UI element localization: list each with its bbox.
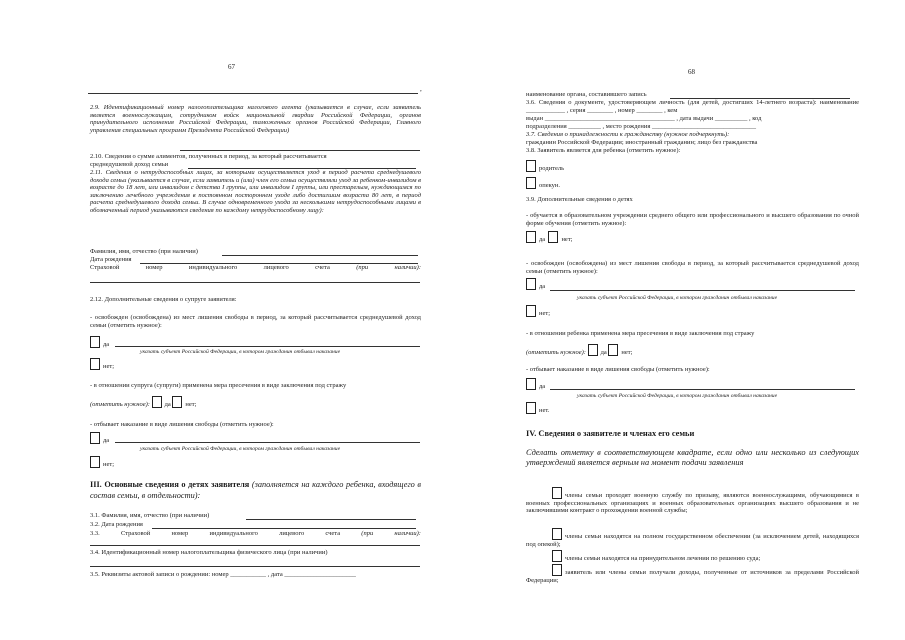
checkbox[interactable]: [526, 231, 536, 243]
serving-yes: да: [526, 378, 545, 391]
checkbox[interactable]: [552, 487, 562, 499]
blank-line: [88, 93, 418, 94]
section-2-12: 2.12. Дополнительные сведения о супруге заявителя:: [90, 296, 237, 303]
study-text: - обучается в образовательном учреждении среднего общего или профессионального и высшего образования по очной форме обучения (отметить нужное):: [526, 212, 859, 227]
freed-no: нет;: [90, 358, 114, 371]
subject-note: указать субъект Российской Федерации, в котором гражданин отбывал наказание: [140, 446, 341, 452]
section-3-6: 3.6. Сведения о документе, удостоверяющем личность (для детей, достигших 14-летнего возраста): наименование ____________ , серия ________ , номер ________ , кем: [526, 99, 859, 114]
serving-yes: да: [90, 432, 109, 445]
section-4-heading: IV. Сведения о заявителе и членах его семьи: [526, 429, 695, 438]
checkbox[interactable]: [90, 432, 100, 444]
checkbox[interactable]: [608, 344, 618, 356]
checkbox[interactable]: [90, 456, 100, 468]
s34-label: 3.4. Идентификационный номер налогоплательщика физического лица (при наличии): [90, 549, 328, 556]
guardian-option: опекун.: [526, 177, 560, 190]
serving-subject-field[interactable]: [550, 389, 855, 390]
subject-note: указать субъект Российской Федерации, в котором гражданин отбывал наказание: [577, 393, 778, 399]
statement-1: члены семьи проходят военную службу по призыву, являются военнослужащими, обучающимися в военных профессиональных организациях и военных образовательных организациях высшего образования и не заключившими контракт о прохождении военной службы;: [526, 487, 859, 515]
section-3-9: 3.9. Дополнительные сведения о детях: [526, 196, 633, 203]
snils-field[interactable]: [90, 282, 420, 283]
section-2-10-tail: среднедушевой доход семьи: [90, 161, 169, 168]
checkbox[interactable]: [90, 336, 100, 348]
checkbox[interactable]: [526, 305, 536, 317]
subject-field[interactable]: [115, 346, 420, 347]
restraint-options: (отметить нужное): да нет;: [90, 396, 196, 409]
org-label: наименование органа, составившего запись: [526, 91, 647, 98]
subject-note: указать субъект Российской Федерации, в котором гражданин отбывал наказание: [577, 295, 778, 301]
fio-label: Фамилия, имя, отчество (при наличии): [90, 248, 198, 255]
birth-label: Дата рождения: [90, 256, 132, 263]
restraint-text: - в отношении супруга (супруги) применена мера пресечения в виде заключения под стражу: [90, 382, 347, 389]
restraint-options: (отметить нужное): да нет;: [526, 344, 632, 357]
checkbox[interactable]: [526, 177, 536, 189]
s35-label: 3.5. Реквизиты актовой записи о рождении: номер ___________ , дата ______________________: [90, 571, 356, 578]
subject-note: указать субъект Российской Федерации, в котором гражданин отбывал наказание: [140, 349, 341, 355]
checkbox[interactable]: [548, 231, 558, 243]
child-snils-field[interactable]: [90, 545, 420, 546]
checkbox[interactable]: [526, 160, 536, 172]
parent-option: родитель: [526, 160, 564, 173]
page-number: 68: [688, 68, 695, 76]
checkbox[interactable]: [526, 278, 536, 290]
citizenship-options: гражданин Российской Федерации; иностранный гражданин; лицо без гражданства: [526, 139, 758, 146]
checkbox[interactable]: [526, 402, 536, 414]
s33-row: 3.3. Страховой номер индивидуального лицевого счета (при наличии):: [90, 530, 421, 537]
checkbox[interactable]: [552, 550, 562, 562]
statement-4: заявитель или члены семьи получали доходы, полученные от источников за пределами Российской Федерации;: [526, 564, 859, 584]
freed-text: - освобожден (освобождена) из мест лишения свободы в период, за который рассчитывается среднедушевой доход семьи (отметить нужное):: [90, 314, 421, 329]
checkbox[interactable]: [526, 378, 536, 390]
subject-field[interactable]: [550, 290, 855, 291]
serving-no: нет;: [90, 456, 114, 469]
child-birth-field[interactable]: [152, 528, 416, 529]
study-options: да нет;: [526, 231, 572, 244]
section-2-11: 2.11. Сведения о нетрудоспособных лицах, за которыми осуществляется уход в период расчета среднедушевого дохода семьи (указывается в случае, если заявитель и (или) член его семьи осуществляли уход за ребенком-инвалидом в возрасте до 18 лет, или инвалидом с детства I группы, или инвалидом I группы, или престарелым, нуждающимся по заключению лечебного учреждения в постоянном постороннем уходе либо достигшим возраста 80 лет, в период расчета среднедушевого дохода семьи. В случае одновременного ухода за несколькими нетрудоспособными лицами в обозначенный период указываются сведения по каждому нетрудоспособному лицу):: [90, 169, 421, 214]
section-4-intro: Сделать отметку в соответствующем квадрате, если одно или несколько из следующих утверждений является верным на момент подачи заявления: [526, 448, 859, 467]
checkbox[interactable]: [552, 528, 562, 540]
checkbox[interactable]: [588, 344, 598, 356]
section-2-9: 2.9. Идентификационный номер налогоплательщика налогового агента (указывается в случае, если заявитель является военнослужащим, сотрудником войск национальной гвардии Российской Федерации, органов принудительного исполнения Российской Федерации, таможенных органов Российской Федерации, Главного управления специальных программ Президента Российской Федерации): [90, 104, 421, 134]
checkbox[interactable]: [172, 396, 182, 408]
s31-label: 3.1. Фамилия, имя, отчество (при наличии): [90, 512, 210, 519]
serving-subject-field[interactable]: [115, 442, 420, 443]
serving-no: нет.: [526, 402, 549, 415]
child-tin-field[interactable]: [90, 566, 420, 567]
freed-yes: да: [90, 336, 109, 349]
section-3-8: 3.8. Заявитель является для ребенка (отметить нужное):: [526, 147, 681, 154]
statement-3: члены семьи находятся на принудительном лечении по решению суда;: [526, 550, 859, 563]
fio-field[interactable]: [222, 255, 418, 256]
restraint-text: - в отношении ребенка применена мера пресечения в виде заключения под стражу: [526, 330, 755, 337]
tin-agent-field[interactable]: [180, 150, 420, 151]
serving-text: - отбывает наказание в виде лишения свободы (отметить нужное):: [90, 421, 274, 428]
issued-row: выдан ________________________________________ , дата выдачи __________ , код: [526, 115, 762, 122]
page-right: [452, 0, 905, 640]
unit-row: подразделения __________ , место рождения ________________________________: [526, 123, 756, 130]
s32-label: 3.2. Дата рождения: [90, 521, 143, 528]
page-number: 67: [228, 63, 235, 71]
section-3-heading: III. Основные сведения о детях заявителя (заполняется на каждого ребенка, входящего в состав семьи, в отдельности):: [90, 480, 421, 500]
section-2-10: 2.10. Сведения о сумме алиментов, полученных в период, за который рассчитывается: [90, 153, 327, 160]
statement-2: члены семьи находятся на полном государственном обеспечении (за исключением детей, находящихся под опекой);: [526, 528, 859, 548]
freed-no: нет;: [526, 305, 550, 318]
freed-text: - освобожден (освобождена) из мест лишения свободы в период, за который рассчитывается среднедушевой доход семьи (отметить нужное):: [526, 260, 859, 275]
child-fio-field[interactable]: [246, 519, 416, 520]
snils-row: Страховой номер индивидуального лицевого счета (при наличии):: [90, 264, 421, 271]
checkbox[interactable]: [552, 564, 562, 576]
section-3-7: 3.7. Сведения о принадлежности к гражданству (нужное подчеркнуть):: [526, 131, 730, 138]
checkbox[interactable]: [90, 358, 100, 370]
serving-text: - отбывает наказание в виде лишения свободы (отметить нужное):: [526, 366, 710, 373]
page-left: 67 , 2.9. Идентификационный номер налогоплательщика налогового агента (указывается в случае, если заявитель является военнослужащим, сотрудником войск национальной гвардии Российской Федерации, органов принудительного исполнения Российской Федерации, таможенных органов Российской Федерации, Главного управления специальных программ Президента Российской Федерации) 2.10. Сведения о сумме алиментов, полученных в период, за который рассчитывается среднедушевой доход семьи 2.11. Сведения о нетрудоспособных лицах, за которыми осуществляется уход в период расчета среднедушевого дохода семьи (указывается в случае, если заявитель и (или) член его семьи осуществляли уход за ребенком-инвалидом в возрасте до 18 лет, или инвалидом с детства I группы, или инвалидом I группы, или престарелым, нуждающимся по заключению лечебного учреждения в постоянном постороннем уходе либо достигшим возраста 80 лет, в период расчета среднедушевого дохода семьи. В случае одновременного ухода за несколькими нетрудоспособными лицами в обозначенный период указываются сведения по каждому нетрудоспособному лицу): Фамилия, имя, отчество (при наличии) Дата рождения Страховой номер индивидуального лицевого счета (при наличии): 2.12. Дополнительные сведения о супруге заявителя: - освобожден (освобождена) из мест лишения свободы в период, за который рассчитывается среднедушевой доход семьи (отметить нужное): да указать субъект Российской Федерации, в котором гражданин отбывал наказание нет; - в отношении супруга (супруги) применена мера пресечения в виде заключения под стражу (отметить нужное): да нет; - отбывает наказание в виде лишения свободы (отметить нужное): да указать субъект Российской Федерации, в котором гражданин отбывал наказание нет; III. Основные сведения о детях заявителя (заполняется на каждого ребенка, входящего в состав семьи, в отдельности): 3.1. Фамилия, имя, отчество (при наличии) 3.2. Дата рождения 3.3. Страховой номер индивидуального лицевого счета (при наличии): 3.4. Идентификационный номер налогоплательщика физического лица (при наличии) 3.5. Реквизиты актовой записи о рождении: номер ___________ , дата ______________________: [90, 63, 422, 578]
freed-yes: да: [526, 278, 545, 291]
checkbox[interactable]: [152, 396, 162, 408]
